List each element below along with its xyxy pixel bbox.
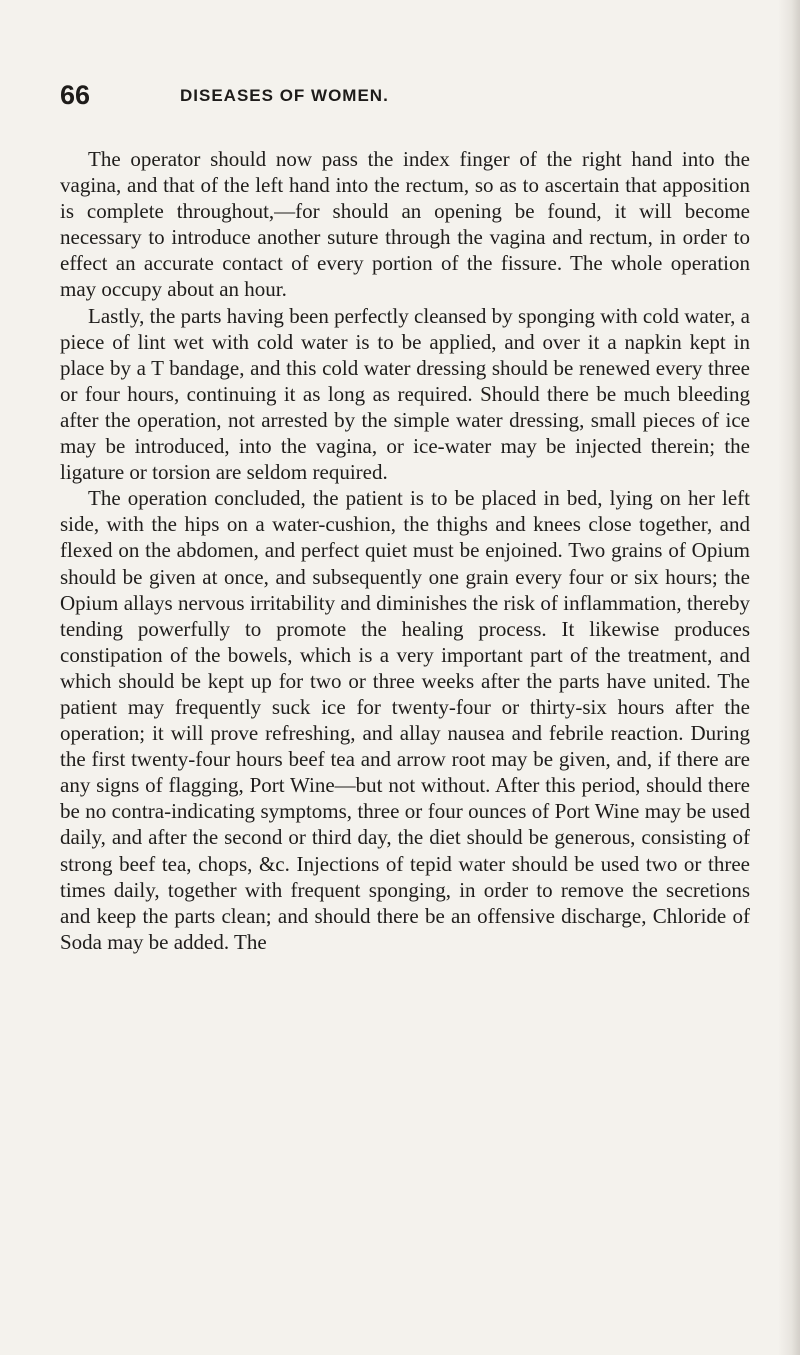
page-number: 66 xyxy=(60,80,91,110)
page-edge-shadow xyxy=(778,0,800,1355)
paragraph: The operator should now pass the index finger of the right hand into the vagina, and that of the left hand into the rectum, so as to ascertain that apposition is complete throughout,—for should an opening be found, it will become necessary to introduce another suture through the vagina and rectum, in order to effect an accurate contact of every portion of the fissure. The whole operation may occupy about an hour. xyxy=(60,147,750,302)
paragraph: The operation concluded, the patient is to be placed in bed, lying on her left side, with the hips on a water-cushion, the thighs and knees close together, and flexed on the abdomen, and perfect quiet must be enjoined. Two grains of Opium should be given at once, and subsequently one grain every four or six hours; the Opium allays nervous irritability and diminishes the risk of inflammation, thereby tending powerfully to promote the healing process. It likewise produces constipation of the bowels, which is a very important part of the treatment, and which should be kept up for two or three weeks after the parts have united. The patient may frequently suck ice for twenty-four or thirty-six hours after the operation; it will prove refreshing, and allay nausea and febrile reaction. During the first twenty-four hours beef tea and arrow root may be given, and, if there are any signs of flagging, Port Wine—but not without. After this period, should there be no contra-indicating symptoms, three or four ounces of Port Wine may be used daily, and after the second or third day, the diet should be generous, consisting of strong beef tea, chops, &c. Injections of tepid water should be used two or three times daily, together with frequent sponging, in order to remove the secretions and keep the parts clean; and should there be an offensive discharge, Chloride of Soda may be added. The xyxy=(60,486,750,954)
paragraph: Lastly, the parts having been perfectly cleansed by sponging with cold water, a piece of lint wet with cold water is to be applied, and over it a napkin kept in place by a T bandage, and this cold water dressing should be renewed every three or four hours, continuing it as long as required. Should there be much bleeding after the operation, not arrested by the simple water dressing, small pieces of ice may be introduced, into the vagina, or ice-water may be injected therein; the ligature or torsion are seldom required. xyxy=(60,303,750,485)
page-header xyxy=(60,80,750,120)
running-title: DISEASES OF WOMEN. xyxy=(180,86,389,105)
body-text xyxy=(60,146,750,955)
